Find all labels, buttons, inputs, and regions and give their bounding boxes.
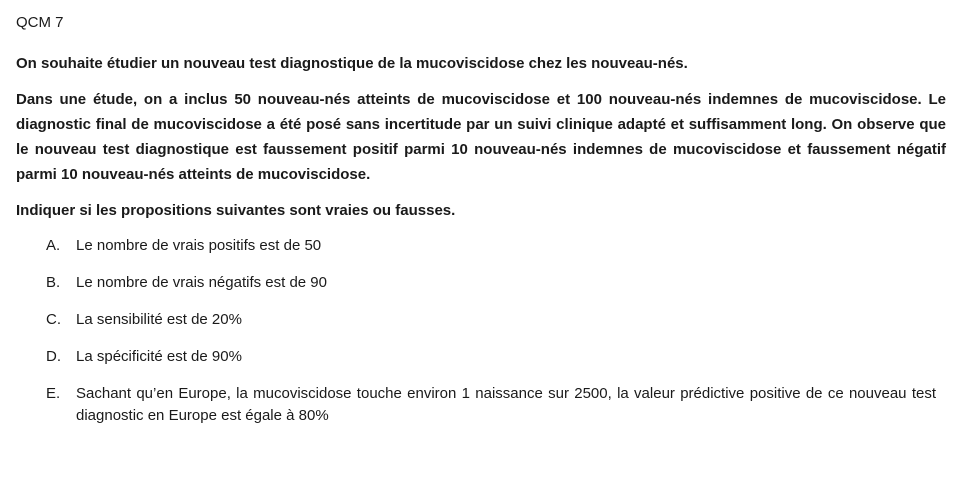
option-letter: D. [46,348,61,365]
options-list [16,235,946,427]
option-b [46,272,946,294]
option-text: Le nombre de vrais positifs est de 50 [76,237,322,254]
option-letter: C. [46,311,61,328]
option-letter: B. [46,274,61,291]
option-text: La sensibilité est de 20% [76,311,242,328]
question-title: QCM 7 [16,14,64,31]
question-intro: On souhaite étudier un nouveau test diagnostique de la mucoviscidose chez les nouveau-nés. [16,55,688,72]
option-a [46,235,946,257]
option-e [46,383,946,427]
option-text: La spécificité est de 90% [76,348,242,365]
option-d [46,346,946,368]
question-page [16,14,946,442]
option-letter: E. [46,385,61,402]
option-letter: A. [46,237,61,254]
option-text: Le nombre de vrais négatifs est de 90 [76,274,327,291]
option-text: Sachant qu’en Europe, la mucoviscidose touche environ 1 naissance sur 2500, la valeur prédictive positive de ce nouveau test diagnostic en Europe est égale à 80% [76,385,936,424]
question-context: Dans une étude, on a inclus 50 nouveau-nés atteints de mucoviscidose et 100 nouveau-nés indemnes de mucoviscidose. Le diagnostic final de mucoviscidose a été posé sans incertitude par un suivi clinique adapté et suffisamment long. On observe que le nouveau test diagnostique est faussement positif parmi 10 nouveau-nés indemnes de mucoviscidose et faussement négatif parmi 10 nouveau-nés atteints de mucoviscidose. [16,91,946,183]
option-c [46,309,946,331]
question-instruction: Indiquer si les propositions suivantes sont vraies ou fausses. [16,202,456,219]
